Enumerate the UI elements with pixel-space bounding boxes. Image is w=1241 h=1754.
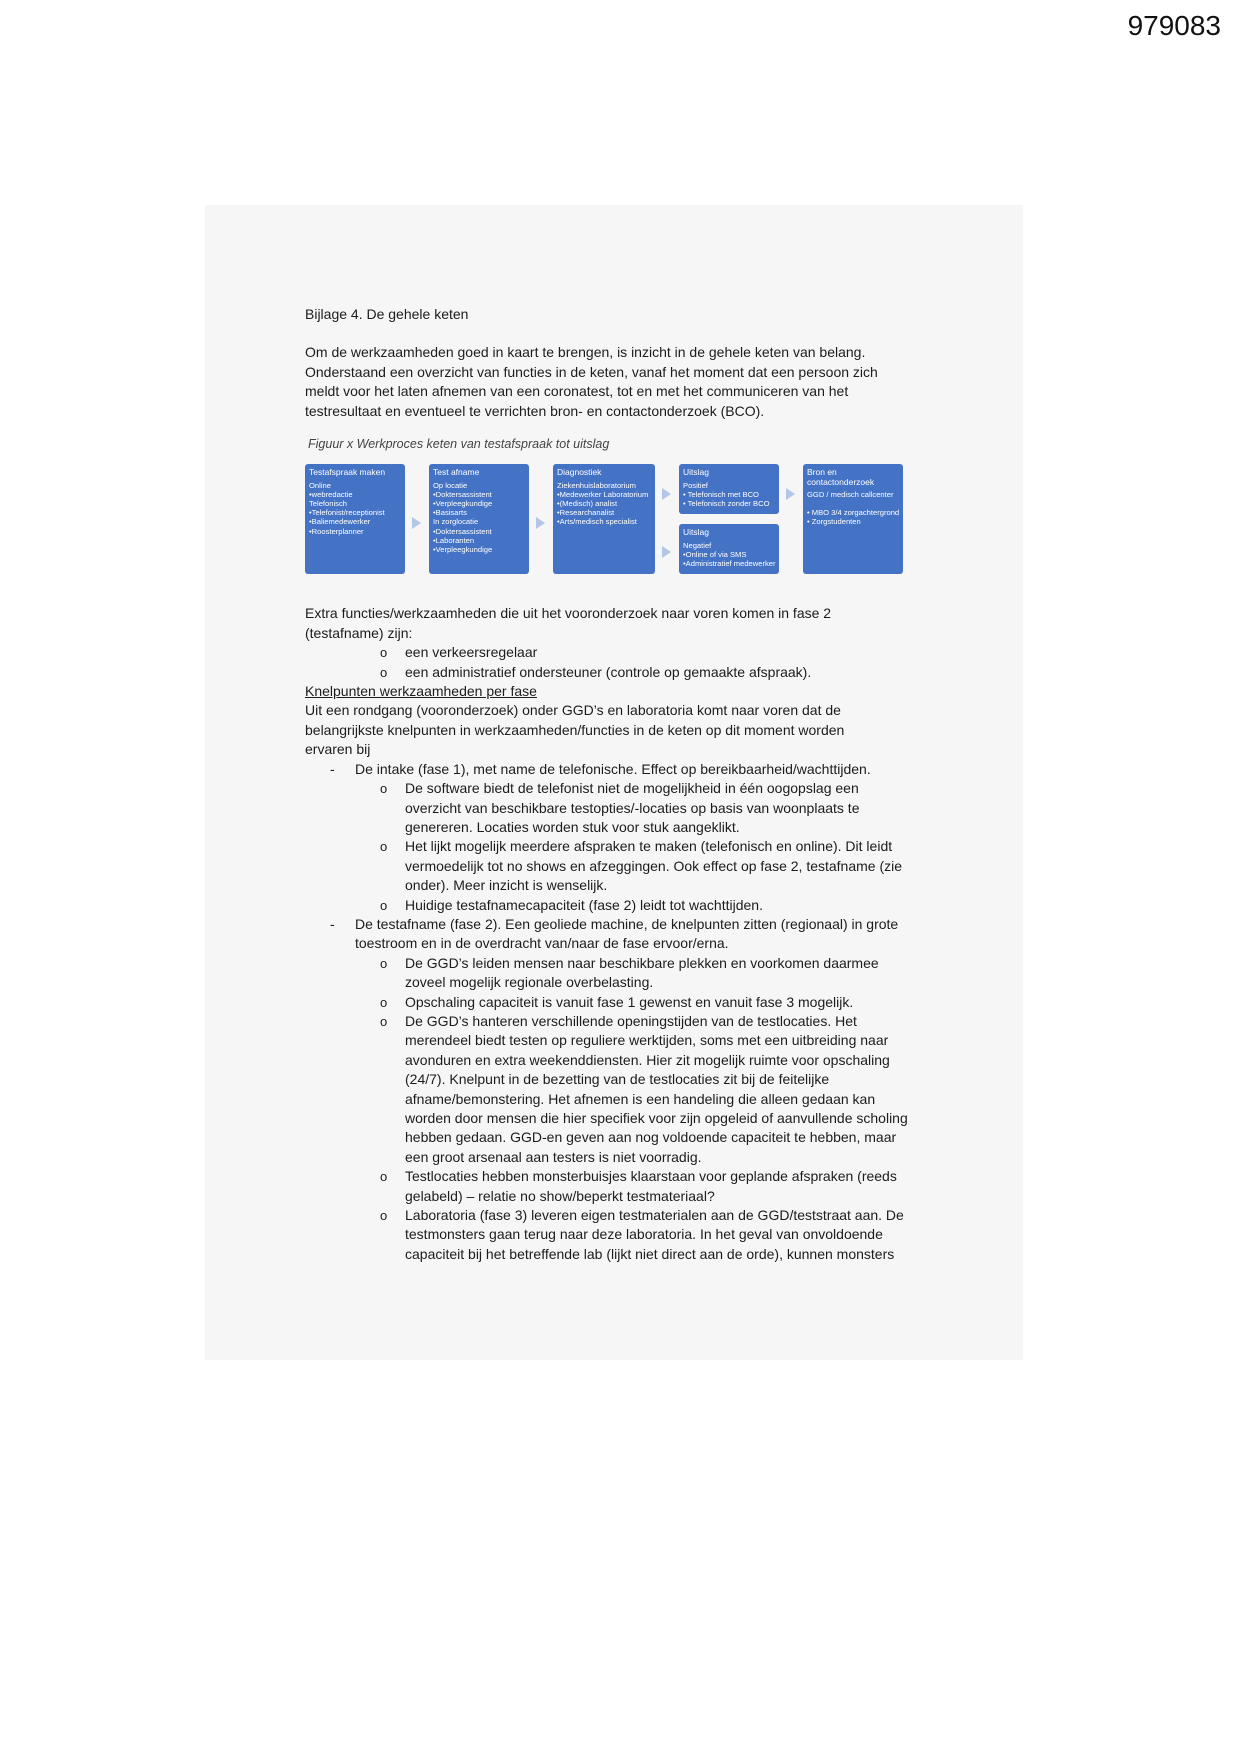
flow-box-line: •Verpleegkundige bbox=[433, 499, 493, 509]
flow-box-line: Negatief bbox=[683, 540, 712, 550]
flow-box-title: Testafspraak maken bbox=[309, 467, 386, 478]
flow-box-line: Ziekenhuislaboratorium bbox=[557, 480, 636, 490]
list-item bbox=[305, 1167, 945, 1206]
flow-box-line: Op locatie bbox=[433, 480, 468, 490]
flow-box-line: • MBO 3/4 zorgachtergrond bbox=[807, 508, 900, 518]
list-item bbox=[305, 1012, 945, 1167]
flow-box-line: In zorglocatie bbox=[433, 517, 479, 527]
flow-arrow-icon bbox=[786, 488, 795, 500]
text-line: gelabeld) – relatie no show/beperkt testmateriaal? bbox=[405, 1187, 715, 1204]
extra-functions-list bbox=[305, 643, 945, 682]
intro-line: Om de werkzaamheden goed in kaart te brengen, is inzicht in de gehele keten van belang. bbox=[305, 344, 866, 361]
flow-box-test-afname bbox=[429, 464, 529, 574]
text-line: onder). Meer inzicht is wenselijk. bbox=[405, 877, 608, 894]
flow-box-line: •Baliemedewerker bbox=[309, 517, 371, 527]
flow-box-line: •Researchanalist bbox=[557, 508, 615, 518]
section-heading: Knelpunten werkzaamheden per fase bbox=[305, 683, 537, 700]
list-item bbox=[305, 1206, 945, 1264]
flow-box-line: •Roosterplanner bbox=[309, 526, 364, 536]
text-line: afname/bemonstering. Het afnemen is een handeling die alleen gedaan kan bbox=[405, 1090, 876, 1107]
page-title: Bijlage 4. De gehele keten bbox=[305, 306, 469, 322]
phase2-list bbox=[305, 954, 945, 1265]
text-line: avonduren en extra weekenddiensten. Hier zit mogelijk ruimte voor opschaling bbox=[405, 1051, 890, 1068]
flow-box-line: •webredactie bbox=[309, 489, 353, 499]
text-line: o Laboratoria (fase 3) leveren eigen testmaterialen aan de GGD/teststraat aan. De bbox=[405, 1207, 904, 1224]
intro-line: testresultaat en eventueel te verrichten bron- en contactonderzoek (BCO). bbox=[305, 402, 765, 419]
text-line: (testafname) zijn: bbox=[305, 624, 413, 641]
flow-box-title: Uitslag bbox=[683, 467, 709, 478]
intro-paragraph bbox=[305, 343, 945, 421]
flow-box-line: •Doktersassistent bbox=[433, 489, 492, 499]
phase2-item bbox=[305, 915, 945, 954]
text-line: - De testafname (fase 2). Een geoliede machine, de knelpunten zitten (regionaal) in grote bbox=[355, 915, 899, 932]
flow-box-line: •Arts/medisch specialist bbox=[557, 517, 637, 527]
list-item bbox=[305, 779, 945, 837]
flow-box-line: •Telefonist/receptionist bbox=[309, 508, 385, 518]
text-line: genereren. Locaties worden stuk voor stuk aangeklikt. bbox=[405, 818, 740, 835]
text-line: Uit een rondgang (vooronderzoek) onder GGD’s en laboratoria komt naar voren dat de bbox=[305, 702, 841, 719]
list-item: o een administratief ondersteuner (controle op gemaakte afspraak). bbox=[305, 663, 945, 682]
flow-box-uitslag-positief bbox=[679, 464, 779, 514]
flow-box-line bbox=[807, 499, 899, 508]
text-line: een groot arsenaal aan testers is niet voorradig. bbox=[405, 1148, 702, 1165]
text-line: testmonsters gaan terug naar deze laboratoria. In het geval van onvoldoende bbox=[405, 1226, 883, 1243]
flow-box-line: •Online of via SMS bbox=[683, 549, 747, 559]
flow-box-line: •Medewerker Laboratorium bbox=[557, 489, 649, 499]
flow-box-line: •Administratief medewerker bbox=[683, 559, 776, 569]
text-line: (24/7). Knelpunt in de bezetting van de testlocaties zit bij de feitelijke bbox=[405, 1071, 830, 1088]
flow-box-diagnostiek bbox=[553, 464, 655, 574]
text-line: o Huidige testafnamecapaciteit (fase 2) leidt tot wachttijden. bbox=[405, 896, 763, 913]
text-line: o De GGD’s hanteren verschillende openingstijden van de testlocaties. Het bbox=[405, 1012, 857, 1029]
text-line: o Testlocaties hebben monsterbuisjes klaarstaan voor geplande afspraken (reeds bbox=[405, 1168, 897, 1185]
flow-arrow-icon bbox=[662, 488, 671, 500]
document-number: 979083 bbox=[1127, 10, 1221, 41]
knelpunten-intro bbox=[305, 701, 945, 759]
list-item bbox=[305, 837, 945, 895]
text-line: belangrijkste knelpunten in werkzaamheden/functies in de keten op dit moment worden bbox=[305, 721, 845, 738]
list-item bbox=[305, 954, 945, 993]
flow-box-title: Test afname bbox=[433, 467, 480, 478]
text-line: ervaren bij bbox=[305, 741, 371, 758]
phase1-item: - De intake (fase 1), met name de telefonische. Effect op bereikbaarheid/wachttijden. bbox=[305, 760, 945, 779]
flow-arrow-icon bbox=[662, 546, 671, 558]
page-content bbox=[305, 305, 945, 1264]
text-line: o De software biedt de telefonist niet de mogelijkheid in één oogopslag een bbox=[405, 780, 859, 797]
extra-functions-paragraph bbox=[305, 604, 945, 643]
flow-box-line: •(Medisch) analist bbox=[557, 499, 618, 509]
text-line: worden door mensen die hier specifiek voor zijn opgeleid of aanvullende scholing bbox=[405, 1110, 908, 1126]
text-line: hebben gedaan. GGD-en geven aan nog voldoende capaciteit te hebben, maar bbox=[405, 1129, 897, 1146]
flow-box-title: Diagnostiek bbox=[557, 467, 602, 478]
intro-line: Onderstaand een overzicht van functies in de keten, vanaf het moment dat een persoon zich bbox=[305, 363, 878, 380]
flow-box-bron-contactonderzoek bbox=[803, 464, 903, 574]
flow-box-uitslag-negatief bbox=[679, 524, 779, 574]
process-flow-diagram bbox=[305, 464, 915, 579]
flow-box-line: •Basisarts bbox=[433, 508, 467, 518]
text-line: zoveel mogelijk regionale overbelasting. bbox=[405, 974, 654, 991]
flow-box-line: •Verpleegkundige bbox=[433, 545, 493, 555]
text-line: Extra functies/werkzaamheden die uit het vooronderzoek naar voren komen in fase 2 bbox=[305, 605, 832, 622]
flow-box-line: Telefonisch bbox=[309, 499, 347, 509]
intro-line: meldt voor het laten afnemen van een coronatest, tot en met het communiceren van het bbox=[305, 383, 849, 400]
list-item bbox=[305, 896, 945, 915]
flow-arrow-icon bbox=[412, 517, 421, 529]
flow-box-line: GGD / medisch callcenter bbox=[807, 489, 894, 499]
text-line: vermoedelijk tot no shows en afzeggingen. Ook effect op fase 2, testafname (zie bbox=[405, 857, 903, 874]
phase1-list bbox=[305, 779, 945, 915]
flow-box-testafspraak bbox=[305, 464, 405, 574]
flow-box-line: •Laboranten bbox=[433, 535, 475, 545]
text-line: o Opschaling capaciteit is vanuit fase 1 gewenst en vanuit fase 3 mogelijk. bbox=[405, 993, 854, 1010]
text-line: capaciteit bij het betreffende lab (lijkt niet direct aan de orde), kunnen monsters bbox=[405, 1245, 895, 1262]
text-line: toestroom en in de overdracht van/naar de fase ervoor/erna. bbox=[355, 935, 729, 952]
flow-box-line: • Telefonisch met BCO bbox=[683, 489, 759, 499]
flow-arrow-icon bbox=[536, 517, 545, 529]
text-line: o De GGD’s leiden mensen naar beschikbare plekken en voorkomen daarmee bbox=[405, 954, 879, 971]
flow-box-line: •Doktersassistent bbox=[433, 526, 492, 536]
list-item: o een verkeersregelaar bbox=[305, 643, 945, 662]
text-line: o Het lijkt mogelijk meerdere afspraken te maken (telefonisch en online). Dit leidt bbox=[405, 838, 893, 855]
flow-box-title: Uitslag bbox=[683, 527, 709, 538]
flow-box-title: Bron en contactonderzoek bbox=[807, 467, 875, 487]
flow-box-line: • Telefonisch zonder BCO bbox=[683, 499, 770, 509]
flow-box-line: Online bbox=[309, 480, 331, 490]
text-line: overzicht van beschikbare testopties/-locaties op basis van woonplaats te bbox=[405, 799, 860, 816]
figure-caption: Figuur x Werkproces keten van testafspraak tot uitslag bbox=[308, 437, 610, 452]
list-item bbox=[305, 993, 945, 1012]
flow-box-line: Positief bbox=[683, 480, 708, 490]
flow-box-line: • Zorgstudenten bbox=[807, 517, 861, 527]
text-line: merendeel biedt testen op reguliere werktijden, soms met een uitbreiding naar bbox=[405, 1032, 889, 1049]
